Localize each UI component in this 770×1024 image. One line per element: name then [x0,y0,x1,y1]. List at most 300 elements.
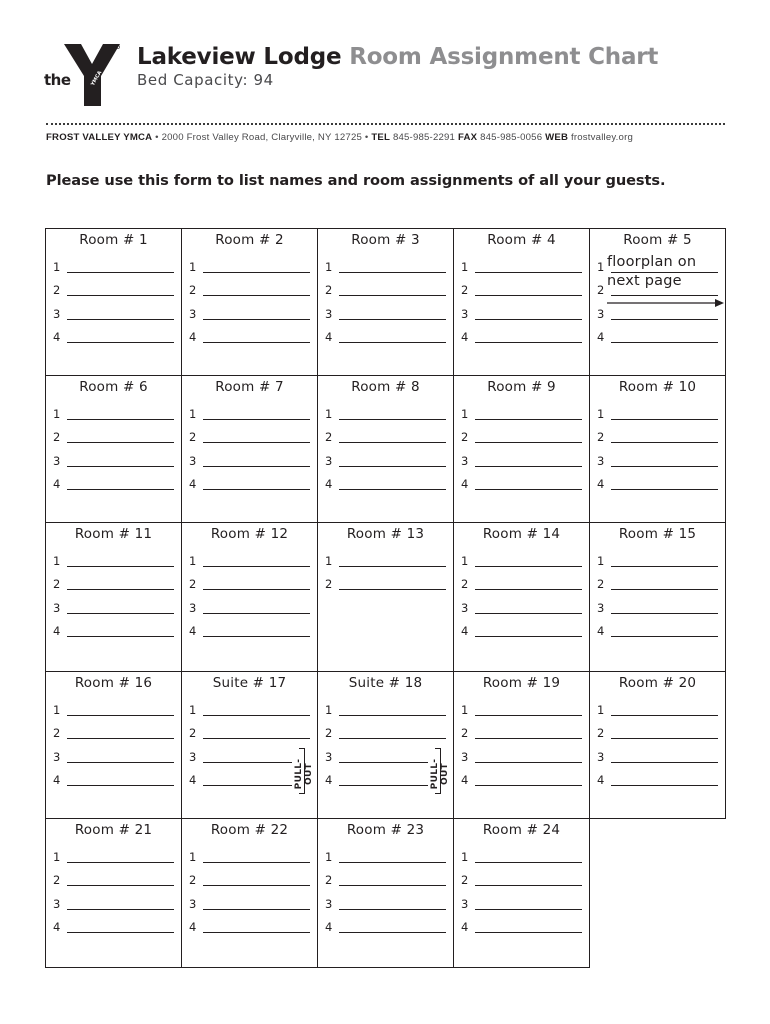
room-title: Room # 12 [210,526,289,542]
guest-line[interactable] [53,554,174,570]
guest-name-blank[interactable] [475,909,582,910]
guest-name-blank[interactable] [203,785,292,786]
guest-line[interactable] [189,750,292,766]
guest-line[interactable] [189,330,310,346]
guest-line[interactable] [461,703,582,719]
guest-line-number: 1 [597,554,605,568]
guest-line[interactable] [325,897,446,913]
guest-name-blank[interactable] [339,785,428,786]
guest-line[interactable] [597,750,718,766]
guest-line-number: 1 [189,554,197,568]
guest-line[interactable] [597,773,718,789]
tel-label: TEL [371,132,391,143]
guest-line[interactable] [53,726,174,742]
guest-name-blank[interactable] [203,442,310,443]
guest-line-number: 3 [597,306,605,321]
guest-name-blank[interactable] [203,342,310,343]
room-cell [453,375,590,523]
guest-line[interactable] [189,283,310,299]
guest-line-number: 2 [461,577,469,592]
guest-line[interactable] [189,703,310,719]
web-label: WEB [545,132,569,143]
room-title: Room # 23 [346,822,425,838]
guest-line-number: 2 [189,430,197,445]
guest-line-number: 4 [189,772,197,787]
guest-name-blank[interactable] [203,885,310,886]
guest-line[interactable] [189,773,292,789]
guest-line[interactable] [189,873,310,889]
guest-name-blank[interactable] [67,862,174,863]
guest-line-number: 1 [325,407,333,421]
guest-name-blank[interactable] [339,715,446,716]
guest-name-blank[interactable] [67,442,174,443]
room-title: Room # 8 [351,379,420,395]
pullout-label: PULL-OUT [294,758,314,790]
guest-line-number: 1 [189,407,197,421]
guest-line[interactable] [325,920,446,936]
guest-line-number: 3 [597,600,605,615]
guest-line[interactable] [325,407,446,423]
guest-line-number: 4 [325,772,333,787]
guest-line[interactable] [461,407,582,423]
room-cell [45,818,182,968]
guest-line[interactable] [189,624,310,640]
guest-line[interactable] [461,601,582,617]
guest-line[interactable] [597,307,718,323]
guest-name-blank[interactable] [475,862,582,863]
guest-name-blank[interactable] [203,466,310,467]
guest-name-blank[interactable] [475,715,582,716]
guest-name-blank[interactable] [339,319,446,320]
guest-line[interactable] [461,454,582,470]
guest-name-blank[interactable] [475,442,582,443]
room-grid [45,228,725,967]
guest-line-number: 4 [461,623,469,638]
guest-line[interactable] [461,430,582,446]
guest-line[interactable] [325,430,446,446]
guest-line-number: 3 [189,600,197,615]
guest-line-number: 1 [461,850,469,864]
guest-line[interactable] [597,430,718,446]
guest-line[interactable] [189,726,310,742]
guest-line-number: 1 [53,407,61,421]
guest-line[interactable] [189,920,310,936]
guest-line-number: 2 [325,430,333,445]
guest-line[interactable] [53,283,174,299]
guest-line[interactable] [53,773,174,789]
room-cell [453,818,590,968]
guest-line[interactable] [53,330,174,346]
guest-line[interactable] [461,260,582,276]
guest-line[interactable] [461,850,582,866]
guest-line-number: 2 [189,726,197,741]
guest-line[interactable] [53,260,174,276]
guest-line[interactable] [53,750,174,766]
guest-line[interactable] [325,577,446,593]
guest-line[interactable] [53,920,174,936]
room-title: Room # 14 [482,526,561,542]
guest-line-number: 3 [461,306,469,321]
guest-line-number: 2 [325,283,333,298]
guest-name-blank[interactable] [67,566,174,567]
bullet-separator: • [364,132,369,143]
guest-name-blank[interactable] [339,589,446,590]
guest-line[interactable] [461,477,582,493]
guest-line[interactable] [325,283,446,299]
guest-name-blank[interactable] [67,272,174,273]
guest-name-blank[interactable] [67,419,174,420]
guest-name-blank[interactable] [611,613,718,614]
room-cell [317,818,454,968]
guest-name-blank[interactable] [67,466,174,467]
guest-line[interactable] [597,407,718,423]
guest-line-number: 4 [189,623,197,638]
guest-line-number: 3 [53,306,61,321]
guest-line[interactable] [189,307,310,323]
guest-line-number: 3 [325,749,333,764]
guest-line[interactable] [189,601,310,617]
guest-name-blank[interactable] [339,762,428,763]
guest-line-number: 2 [189,577,197,592]
room-cell [589,375,726,523]
guest-line[interactable] [325,750,428,766]
guest-name-blank[interactable] [611,295,718,296]
guest-line-number: 4 [597,772,605,787]
guest-line-number: 2 [461,726,469,741]
org-name: FROST VALLEY YMCA [46,132,153,143]
guest-name-blank[interactable] [611,566,718,567]
guest-line-number: 4 [461,329,469,344]
guest-line-number: 1 [53,260,61,274]
guest-line[interactable] [461,920,582,936]
guest-line-number: 3 [189,896,197,911]
guest-line-number: 3 [189,306,197,321]
guest-line[interactable] [53,477,174,493]
guest-line-number: 1 [189,703,197,717]
guest-name-blank[interactable] [67,342,174,343]
guest-line[interactable] [53,850,174,866]
guest-line-number: 3 [461,896,469,911]
guest-name-blank[interactable] [67,319,174,320]
guest-name-blank[interactable] [611,589,718,590]
bullet-separator: • [155,132,159,143]
guest-line-number: 2 [325,873,333,888]
guest-name-blank[interactable] [475,566,582,567]
guest-name-blank[interactable] [203,613,310,614]
guest-line[interactable] [325,726,446,742]
guest-line-number: 3 [53,896,61,911]
guest-line[interactable] [461,750,582,766]
guest-line-number: 3 [597,749,605,764]
guest-line-number: 2 [597,430,605,445]
guest-line[interactable] [597,624,718,640]
guest-line-number: 2 [461,873,469,888]
tel-number: 845-985-2291 [392,132,456,143]
guest-name-blank[interactable] [475,738,582,739]
guest-line[interactable] [597,330,718,346]
guest-line-number: 1 [53,554,61,568]
guest-line[interactable] [53,307,174,323]
page-title [137,44,658,70]
guest-line[interactable] [325,850,446,866]
floorplan-note [607,253,696,291]
ymca-logo [40,44,126,108]
guest-line[interactable] [53,873,174,889]
room-title: Room # 24 [482,822,561,838]
room-cell [453,228,590,376]
guest-name-blank[interactable] [339,489,446,490]
guest-name-blank[interactable] [475,762,582,763]
guest-line[interactable] [53,703,174,719]
guest-line-number: 4 [53,623,61,638]
guest-line[interactable] [189,554,310,570]
fax-number: 845-985-0056 [480,132,543,143]
guest-name-blank[interactable] [339,342,446,343]
room-cell [45,375,182,523]
guest-line[interactable] [53,577,174,593]
guest-name-blank[interactable] [611,785,718,786]
guest-line[interactable] [597,554,718,570]
guest-name-blank[interactable] [611,466,718,467]
guest-line[interactable] [325,703,446,719]
guest-line[interactable] [597,454,718,470]
room-title: Room # 21 [74,822,153,838]
room-cell [453,671,590,819]
guest-name-blank[interactable] [67,785,174,786]
guest-name-blank[interactable] [611,442,718,443]
room-cell [181,375,318,523]
guest-name-blank[interactable] [339,566,446,567]
room-cell [453,522,590,672]
guest-name-blank[interactable] [475,272,582,273]
logo-the-text: the [44,71,71,89]
guest-name-blank[interactable] [67,636,174,637]
guest-name-blank[interactable] [203,715,310,716]
guest-line[interactable] [325,260,446,276]
guest-line[interactable] [461,554,582,570]
guest-line-number: 2 [53,577,61,592]
guest-line-number: 4 [53,919,61,934]
guest-line-number: 1 [189,260,197,274]
logo-ymca-text: YMCA [90,70,104,87]
guest-name-blank[interactable] [475,885,582,886]
room-cell [181,522,318,672]
guest-line-number: 3 [461,453,469,468]
address: 2000 Frost Valley Road, Claryville, NY 12725 [161,132,363,143]
guest-line[interactable] [325,554,446,570]
guest-line-number: 1 [461,703,469,717]
guest-line-number: 1 [325,260,333,274]
guest-name-blank[interactable] [611,715,718,716]
guest-line[interactable] [325,773,428,789]
guest-line[interactable] [53,407,174,423]
guest-name-blank[interactable] [475,342,582,343]
guest-name-blank[interactable] [611,342,718,343]
guest-name-blank[interactable] [475,419,582,420]
guest-line[interactable] [189,260,310,276]
web-address[interactable]: frostvalley.org [571,132,634,143]
guest-line[interactable] [189,407,310,423]
guest-name-blank[interactable] [475,785,582,786]
guest-name-blank[interactable] [203,738,310,739]
pullout-label: PULL-OUT [430,758,450,790]
room-title: Room # 11 [74,526,153,542]
guest-name-blank[interactable] [611,636,718,637]
guest-name-blank[interactable] [67,295,174,296]
guest-line-number: 4 [461,919,469,934]
guest-name-blank[interactable] [339,272,446,273]
guest-name-blank[interactable] [203,489,310,490]
guest-name-blank[interactable] [67,885,174,886]
guest-name-blank[interactable] [203,295,310,296]
guest-name-blank[interactable] [67,738,174,739]
guest-line[interactable] [461,873,582,889]
guest-line[interactable] [325,454,446,470]
guest-name-blank[interactable] [203,419,310,420]
guest-line[interactable] [461,773,582,789]
guest-line-number: 3 [325,453,333,468]
guest-name-blank[interactable] [67,932,174,933]
guest-name-blank[interactable] [339,885,446,886]
guest-line-number: 1 [461,407,469,421]
guest-line[interactable] [189,477,310,493]
room-cell [45,522,182,672]
guest-line[interactable] [461,897,582,913]
guest-line[interactable] [325,307,446,323]
contact-line [46,132,736,143]
room-title: Room # 4 [487,232,556,248]
guest-line-number: 1 [461,554,469,568]
guest-name-blank[interactable] [339,738,446,739]
room-title: Room # 2 [215,232,284,248]
guest-name-blank[interactable] [67,589,174,590]
guest-name-blank[interactable] [203,762,292,763]
room-cell [589,522,726,672]
guest-line-number: 4 [461,772,469,787]
bed-capacity: Bed Capacity: 94 [137,71,274,89]
guest-name-blank[interactable] [67,762,174,763]
guest-line-number: 4 [597,623,605,638]
guest-name-blank[interactable] [203,589,310,590]
guest-name-blank[interactable] [475,295,582,296]
guest-line-number: 1 [461,260,469,274]
guest-line[interactable] [53,430,174,446]
guest-line[interactable] [461,577,582,593]
guest-line-number: 1 [597,407,605,421]
room-cell [181,818,318,968]
guest-line[interactable] [325,477,446,493]
guest-name-blank[interactable] [203,909,310,910]
guest-name-blank[interactable] [611,419,718,420]
guest-name-blank[interactable] [339,932,446,933]
guest-line[interactable] [325,873,446,889]
room-title: Suite # 17 [212,675,287,691]
guest-name-blank[interactable] [611,738,718,739]
guest-line-number: 4 [53,329,61,344]
guest-name-blank[interactable] [611,489,718,490]
guest-name-blank[interactable] [203,636,310,637]
guest-name-blank[interactable] [475,636,582,637]
guest-name-blank[interactable] [475,319,582,320]
guest-name-blank[interactable] [339,295,446,296]
guest-line[interactable] [189,430,310,446]
guest-name-blank[interactable] [67,715,174,716]
guest-name-blank[interactable] [67,489,174,490]
guest-line[interactable] [461,624,582,640]
guest-line[interactable] [53,601,174,617]
guest-name-blank[interactable] [203,319,310,320]
guest-name-blank[interactable] [67,909,174,910]
guest-line[interactable] [461,283,582,299]
guest-line[interactable] [53,624,174,640]
guest-line[interactable] [325,330,446,346]
guest-line[interactable] [53,454,174,470]
guest-line-number: 4 [189,476,197,491]
room-title: Room # 10 [618,379,697,395]
guest-line-number: 3 [189,749,197,764]
guest-line-number: 3 [53,453,61,468]
guest-line[interactable] [597,477,718,493]
guest-line-number: 2 [461,283,469,298]
room-title: Room # 16 [74,675,153,691]
guest-name-blank[interactable] [203,566,310,567]
guest-line[interactable] [189,577,310,593]
guest-line-number: 4 [597,476,605,491]
guest-name-blank[interactable] [475,489,582,490]
guest-name-blank[interactable] [475,932,582,933]
guest-name-blank[interactable] [339,419,446,420]
guest-name-blank[interactable] [475,466,582,467]
room-title: Room # 7 [215,379,284,395]
guest-line[interactable] [597,601,718,617]
guest-name-blank[interactable] [67,613,174,614]
guest-name-blank[interactable] [339,442,446,443]
guest-name-blank[interactable] [339,909,446,910]
guest-line-number: 2 [53,430,61,445]
guest-line-number: 4 [597,329,605,344]
guest-line[interactable] [189,897,310,913]
guest-line[interactable] [597,726,718,742]
guest-name-blank[interactable] [203,932,310,933]
guest-line-number: 4 [461,476,469,491]
room-title: Room # 13 [346,526,425,542]
guest-line[interactable] [53,897,174,913]
guest-line[interactable] [189,454,310,470]
guest-line[interactable] [597,577,718,593]
guest-line[interactable] [461,726,582,742]
guest-line-number: 4 [189,329,197,344]
lodge-name: Lakeview Lodge [137,44,342,70]
guest-line-number: 4 [53,476,61,491]
guest-line[interactable] [597,703,718,719]
guest-line-number: 1 [53,850,61,864]
guest-name-blank[interactable] [475,613,582,614]
pullout-bracket [431,748,451,794]
guest-line[interactable] [189,850,310,866]
guest-line[interactable] [461,330,582,346]
guest-name-blank[interactable] [339,466,446,467]
guest-name-blank[interactable] [203,862,310,863]
dotted-divider [46,123,725,125]
guest-name-blank[interactable] [203,272,310,273]
guest-name-blank[interactable] [339,862,446,863]
guest-line-number: 2 [53,873,61,888]
guest-name-blank[interactable] [611,762,718,763]
guest-name-blank[interactable] [611,319,718,320]
guest-line[interactable] [461,307,582,323]
guest-line-number: 2 [597,726,605,741]
guest-name-blank[interactable] [475,589,582,590]
